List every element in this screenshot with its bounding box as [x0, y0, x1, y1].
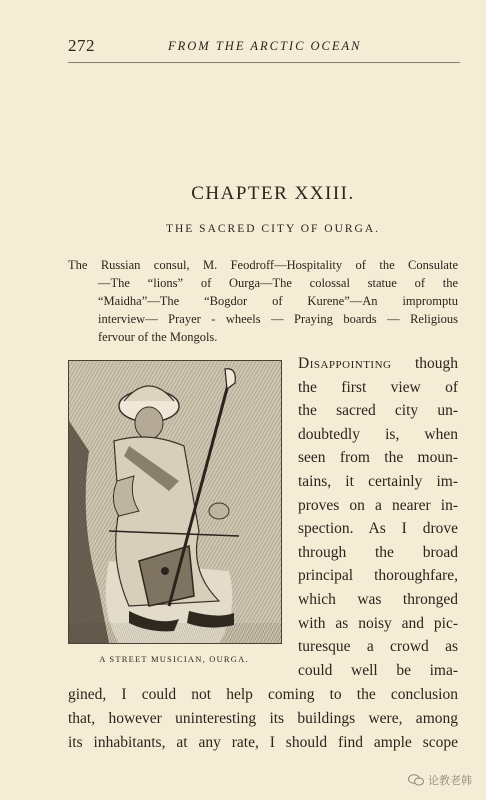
- body-column-text: [298, 352, 458, 682]
- synopsis-line: interview— Prayer - wheels — Praying boards — Religious: [98, 312, 458, 326]
- watermark: [408, 772, 472, 788]
- header-rule: [68, 62, 460, 63]
- body-line: could well be ima-: [298, 661, 458, 679]
- chapter-number: CHAPTER XXIII.: [191, 183, 355, 204]
- running-title: FROM THE ARCTIC OCEAN: [168, 39, 362, 53]
- body-line: gined, I could not help coming to the conclusion: [68, 686, 458, 703]
- synopsis-line: —The “lions” of Ourga—The colossal statue of the: [98, 276, 458, 290]
- synopsis-line: The Russian consul, M. Feodroff—Hospitality of the Consulate: [68, 258, 458, 272]
- opening-word: Disappointing: [298, 355, 392, 372]
- synopsis-line: fervour of the Mongols.: [98, 330, 218, 344]
- chat-bubbles-icon: [408, 774, 424, 786]
- body-line-first: Disappointing though: [298, 355, 458, 372]
- street-musician-engraving: [68, 360, 282, 644]
- body-full-width-text: [68, 683, 458, 755]
- body-line: which was thronged: [298, 590, 458, 608]
- body-line: principal thoroughfare,: [298, 567, 458, 585]
- chapter-title: THE SACRED CITY OF OURGA.: [165, 223, 381, 235]
- body-line: proves on a nearer in-: [298, 496, 458, 514]
- chapter-synopsis: [68, 256, 458, 346]
- body-line: the first view of: [298, 378, 458, 396]
- synopsis-line: “Maidha”—The “Bogdor of Kurene”—An impromptu: [98, 294, 458, 308]
- illustration-caption: A STREET MUSICIAN, OURGA.: [99, 654, 249, 664]
- body-line: through the broad: [298, 543, 458, 561]
- body-line: its inhabitants, at any rate, I should find ample scope: [68, 734, 458, 751]
- body-line: doubtedly is, when: [298, 425, 458, 443]
- running-head: [68, 36, 458, 58]
- body-line: turesque a crowd as: [298, 638, 458, 656]
- body-line: seen from the moun-: [298, 449, 458, 467]
- body-line: the sacred city un-: [298, 402, 458, 420]
- body-line: with as noisy and pic-: [298, 614, 458, 632]
- body-line: tains, it certainly im-: [298, 472, 458, 490]
- page-number: 272: [68, 36, 95, 55]
- watermark-text: 论教老韩: [428, 774, 472, 787]
- body-line: spection. As I drove: [298, 520, 458, 538]
- body-line: that, however uninteresting its buildings were, among: [68, 710, 458, 727]
